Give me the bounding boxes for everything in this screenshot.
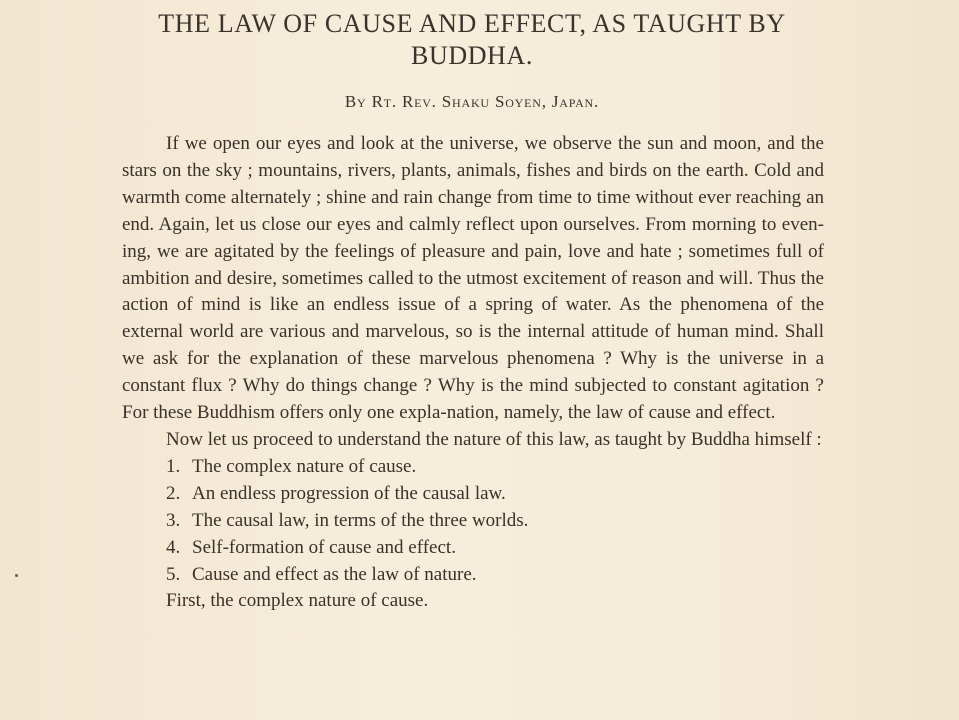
numbered-list: [122, 454, 824, 589]
paragraph-closing: First, the complex nature of cause.: [166, 590, 429, 612]
paragraph-proceed: Now let us proceed to understand the nature of this law, as taught by Buddha himself :: [166, 428, 822, 450]
list-item: [122, 481, 824, 508]
author-byline: By Rt. Rev. Shaku Soyen, Japan.: [344, 92, 600, 111]
list-item: [122, 562, 824, 589]
page-title: THE LAW OF CAUSE AND EFFECT, AS TAUGHT BY BUDDHA.: [158, 9, 786, 70]
list-number: 5.: [166, 563, 181, 585]
list-item: [122, 535, 824, 562]
paragraph-intro: If we open our eyes and look at the universe, we observe the sun and moon, and the stars on the sky ; mountains, rivers, plants, animals, fishes and birds on the earth. Cold and warmth come alternately ; shine and rain change from time to time without ever reaching an end. Again, let us close our eyes and calmly reflect upon ourselves. From morning to even-ing, we are agitated by the feelings of pleasure and pain, love and hate ; sometimes full of ambition and desire, sometimes called to the utmost excitement of reason and will. Thus the action of mind is like an endless issue of a spring of water. As the phenomena of the external world are various and marvelous, so is the internal attitude of human mind. Shall we ask for the explanation of these marvelous phenomena ? Why is the universe in a constant flux ? Why do things change ? Why is the mind subjected to constant agitation ? For these Buddhism offers only one expla-nation, namely, the law of cause and effect.: [122, 133, 824, 424]
list-text: The causal law, in terms of the three worlds.: [192, 509, 529, 531]
list-text: Self-formation of cause and effect.: [192, 536, 456, 558]
list-text: Cause and effect as the law of nature.: [192, 563, 477, 585]
list-number: 4.: [166, 536, 181, 558]
article-body: [122, 131, 824, 615]
list-number: 3.: [166, 509, 181, 531]
margin-speck: [15, 574, 18, 577]
list-number: 2.: [166, 482, 181, 504]
list-item: [122, 454, 824, 481]
list-number: 1.: [166, 455, 181, 477]
list-item: [122, 508, 824, 535]
list-text: An endless progression of the causal law.: [192, 482, 506, 504]
list-text: The complex nature of cause.: [192, 455, 417, 477]
